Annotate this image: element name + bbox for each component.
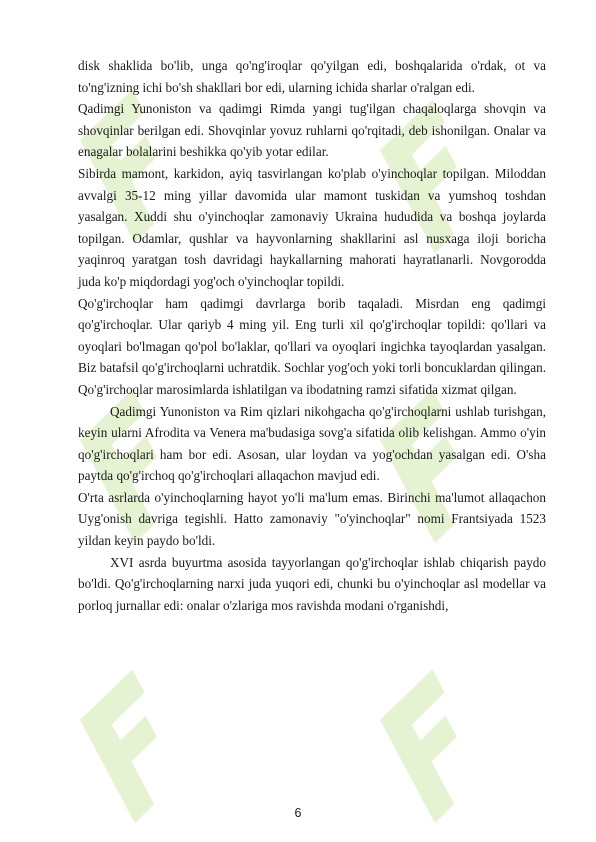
paragraph: Qadimgi Yunoniston va qadimgi Rimda yangi tug'ilgan chaqaloqlarga shovqin va shovqinlar berilgan edi. Shovqinlar yovuz ruhlarni qo'rqitadi, deb ishonilgan. Onalar va enagalar bolalarini beshikka qo'yib yotar edilar.	[78, 101, 546, 160]
paragraph: Qadimgi Yunoniston va Rim qizlari nikohgacha qo'g'irchoqlarni ushlab turishgan, keyin ularni Afrodita va Venera ma'budasiga sovg'a sifatida olib kelishgan. Ammo o'yin qo'g'irchoqlari ham bor edi. Asosan, ular loydan va yog'ochdan yasalgan edi. O'sha paytda qo'g'irchoq qo'g'irchoqlari allaqachon mavjud edi.	[78, 403, 546, 484]
paragraph: Qo'g'irchoqlar ham qadimgi davrlarga borib taqaladi. Misrdan eng qadimgi qo'g'irchoqlar. Ular qariyb 4 ming yil. Eng turli xil qo'g'irchoqlar topildi: qo'llari va oyoqlari bo'lmagan qo'pol bo'laklar, qo'llari va oyoqlari ingichka tayoqlardan yasalgan. Biz batafsil qo'g'irchoqlarni uchratdik. Sochlar yog'och yoki torli boncuklardan qilingan. Qo'g'irchoqlar marosimlarda ishlatilgan va ibodatning ramzi sifatida xizmat qilgan.	[78, 295, 546, 397]
paragraph: disk shaklida bo'lib, unga qo'ng'iroqlar qo'yilgan edi, boshqalarida o'rdak, ot va to'ng'izning ichi bo'sh shakllari bor edi, ularning ichida sharlar o'ralgan edi.	[78, 58, 546, 95]
paragraph: O'rta asrlarda o'yinchoqlarning hayot yo'li ma'lum emas. Birinchi ma'lumot allaqachon Uyg'onish davriga tegishli. Hatto zamonaviy "o'yinchoqlar" nomi Frantsiyada 1523 yildan keyin paydo bo'ldi.	[78, 489, 546, 549]
document-body	[78, 55, 546, 616]
page-number: 6	[294, 806, 302, 820]
paragraph: XVI asrda buyurtma asosida tayyorlangan qo'g'irchoqlar ishlab chiqarish paydo bo'ldi. Qo'g'irchoqlarning narxi juda yuqori edi, chunki bu o'yinchoqlar asl modellar va porloq jurnallar edi: onalar o'zlariga mos ravishda modani o'rganishdi,	[78, 554, 546, 613]
paragraph: Sibirda mamont, karkidon, ayiq tasvirlangan ko'plab o'yinchoqlar topilgan. Miloddan avvalgi 35-12 ming yillar davomida ular mamont tuskidan va yumshoq toshdan yasalgan. Xuddi shu o'yinchoqlar zamonaviy Ukraina hududida va boshqa joylarda topilgan. Odamlar, qushlar va hayvonlarning shakllarini asl nusxaga iloji boricha yaqinroq yaratgan tosh davridagi haykallarning mahorati hayratlanarli. Novgorodda juda ko'p miqdordagi yog'och o'yinchoqlar topildi.	[78, 165, 546, 289]
